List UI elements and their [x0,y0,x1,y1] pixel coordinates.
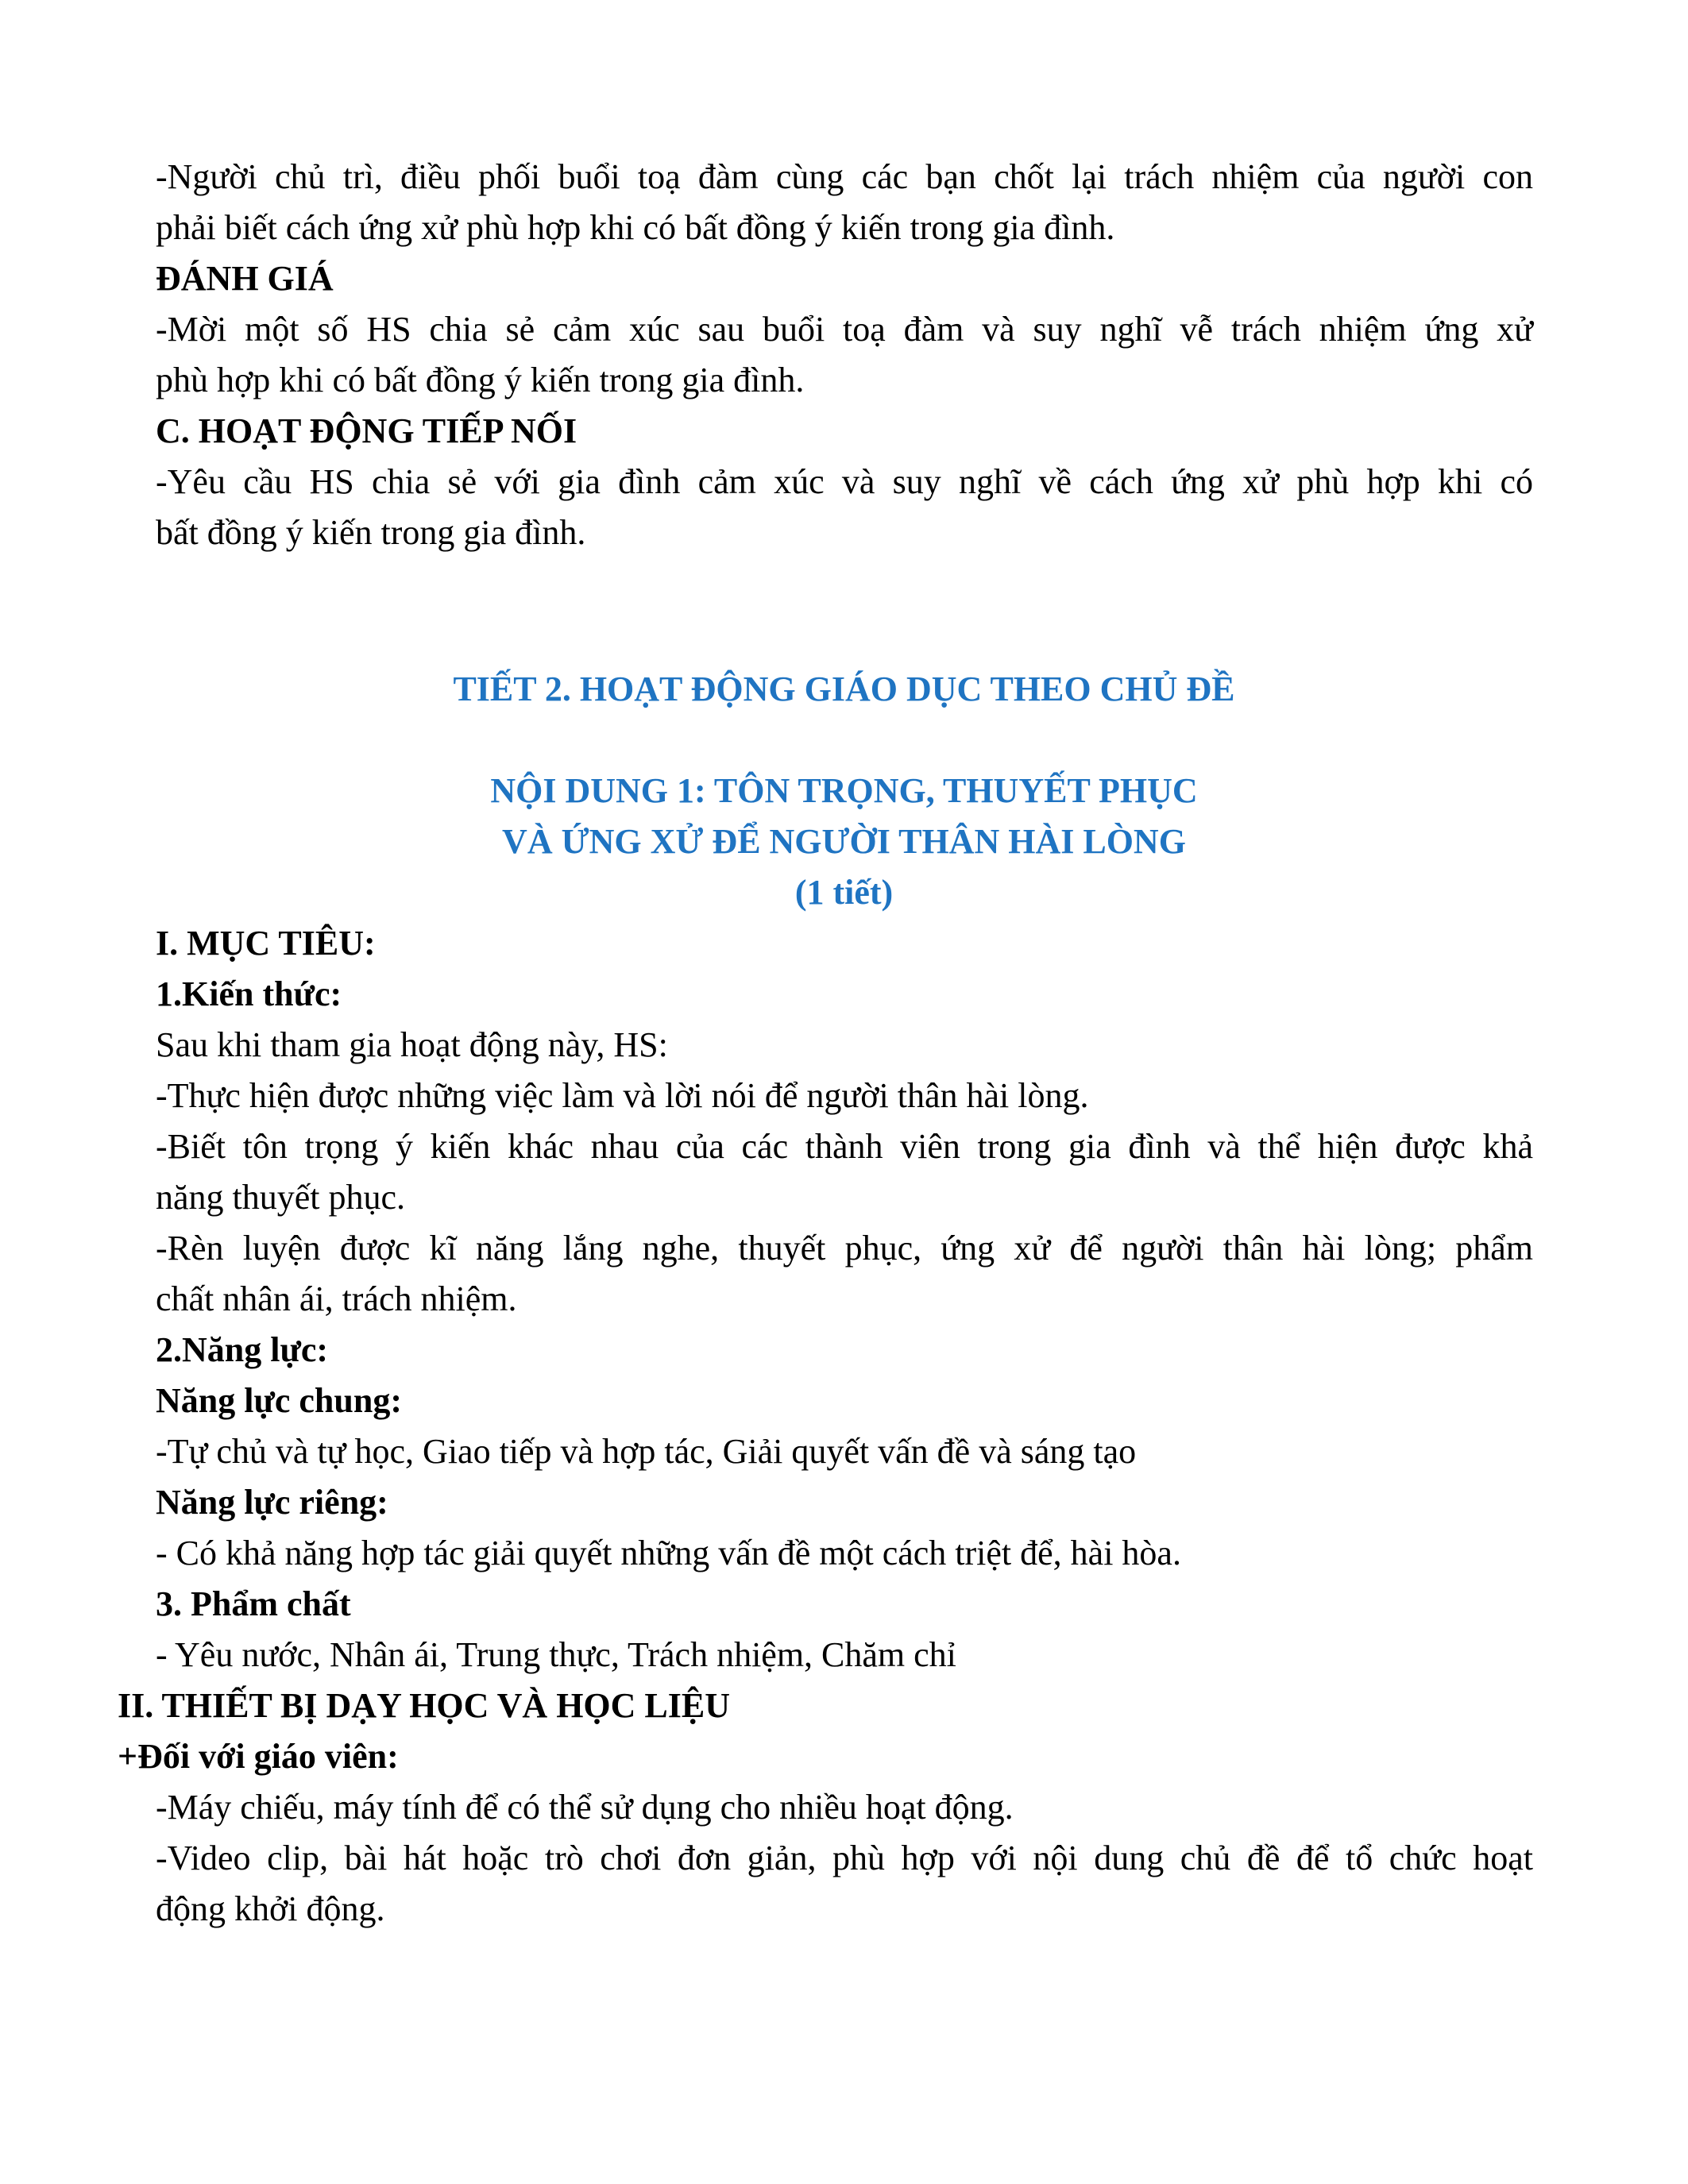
subsection-heading: 3. Phẩm chất [156,1584,351,1623]
paragraph-line: -Video clip, bài hát hoặc trò chơi đơn giản, phù hợp với nội dung chủ đề để tổ chức hoạt [156,1839,1533,1877]
paragraph-line: - Có khả năng hợp tác giải quyết những vấn đề một cách triệt để, hài hòa. [156,1534,1181,1572]
subsection-heading: +Đối với giáo viên: [118,1737,399,1776]
lesson-title: TIẾT 2. HOẠT ĐỘNG GIÁO DỤC THEO CHỦ ĐỀ [453,669,1235,708]
subsection-heading: 2.Năng lực: [156,1330,329,1369]
paragraph-line: phù hợp khi có bất đồng ý kiến trong gia đình. [156,361,805,399]
paragraph-line: Sau khi tham gia hoạt động này, HS: [156,1025,668,1064]
paragraph-line: -Biết tôn trọng ý kiến khác nhau của các thành viên trong gia đình và thể hiện được khả [156,1127,1533,1166]
paragraph-line: -Tự chủ và tự học, Giao tiếp và hợp tác, Giải quyết vấn đề và sáng tạo [156,1432,1137,1471]
subsection-heading: Năng lực riêng: [156,1483,388,1522]
paragraph-line: -Thực hiện được những việc làm và lời nói để người thân hài lòng. [156,1076,1089,1115]
paragraph-line: -Máy chiếu, máy tính để có thể sử dụng cho nhiều hoạt động. [156,1788,1014,1827]
paragraph-line: phải biết cách ứng xử phù hợp khi có bất đồng ý kiến trong gia đình. [156,208,1115,247]
paragraph-line: -Mời một số HS chia sẻ cảm xúc sau buổi toạ đàm và suy nghĩ vễ trách nhiệm ứng xử [156,310,1533,349]
section-heading: II. THIẾT BỊ DẠY HỌC VÀ HỌC LIỆU [118,1686,731,1725]
paragraph-line: động khởi động. [156,1889,385,1928]
subsection-heading: 1.Kiến thức: [156,974,342,1013]
paragraph-line: bất đồng ý kiến trong gia đình. [156,513,586,552]
subsection-heading: Năng lực chung: [156,1381,402,1420]
content-title-duration: (1 tiết) [794,873,894,912]
section-heading: I. MỤC TIÊU: [156,924,376,963]
paragraph-line: năng thuyết phục. [156,1178,406,1217]
paragraph-line: -Người chủ trì, điều phối buổi toạ đàm cùng các bạn chốt lại trách nhiệm của người con [156,157,1533,196]
section-heading: ĐÁNH GIÁ [156,259,334,298]
section-heading: C. HOẠT ĐỘNG TIẾP NỐI [156,411,577,450]
paragraph-line: -Rèn luyện được kĩ năng lắng nghe, thuyết phục, ứng xử để người thân hài lòng; phẩm [156,1229,1533,1268]
paragraph-line: - Yêu nước, Nhân ái, Trung thực, Trách nhiệm, Chăm chỉ [156,1635,956,1674]
paragraph-line: chất nhân ái, trách nhiệm. [156,1279,517,1318]
content-title: NỘI DUNG 1: TÔN TRỌNG, THUYẾT PHỤC [490,771,1198,810]
content-title: VÀ ỨNG XỬ ĐỂ NGƯỜI THÂN HÀI LÒNG [502,822,1186,861]
paragraph-line: -Yêu cầu HS chia sẻ với gia đình cảm xúc và suy nghĩ về cách ứng xử phù hợp khi có [156,462,1533,501]
